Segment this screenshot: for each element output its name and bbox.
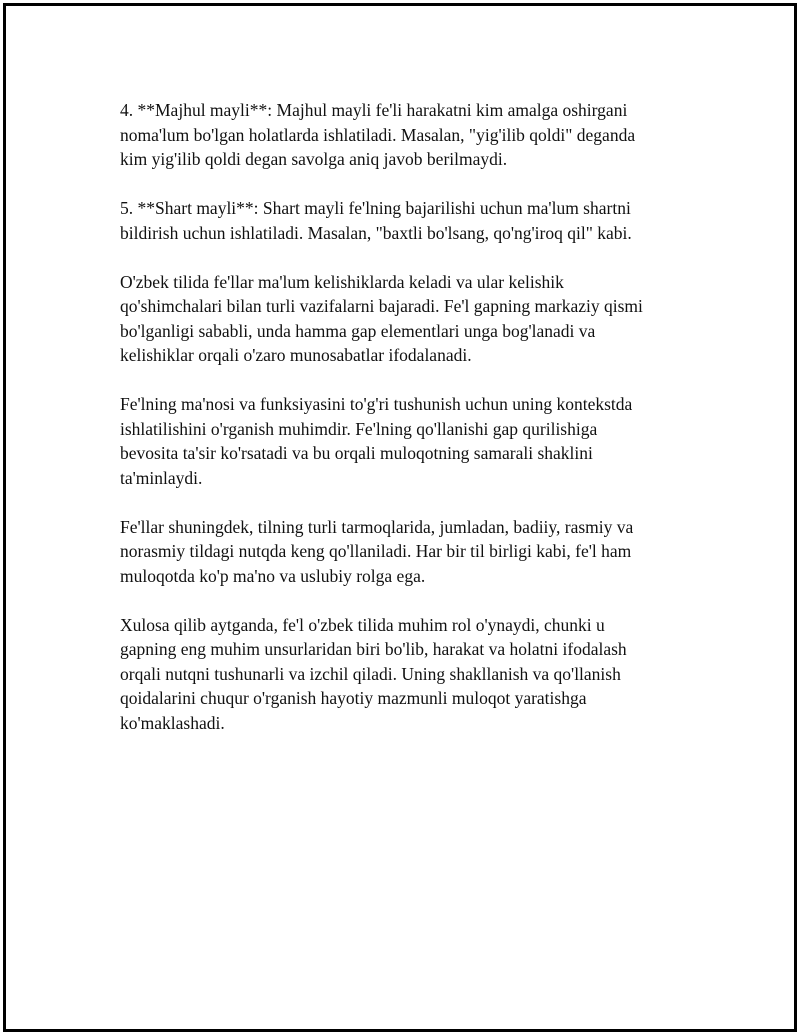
text-line: 5. **Shart mayli**: Shart mayli fe'lning bajarilishi uchun ma'lum shartni [120, 198, 631, 218]
text-line: ishlatilishini o'rganish muhimdir. Fe'lning qo'llanishi gap qurilishiga [120, 418, 598, 439]
text-line: Fe'llar shuningdek, tilning turli tarmoqlarida, jumladan, badiiy, rasmiy va [120, 516, 634, 537]
paragraph-manosi-funksiyasi [120, 392, 690, 490]
paragraph-shart-mayli [120, 196, 690, 245]
paragraph-kelishiklar [120, 270, 690, 368]
text-line: qo'shimchalari bilan turli vazifalarni bajaradi. Fe'l gapning markaziy qismi [120, 296, 643, 316]
text-line: Fe'lning ma'nosi va funksiyasini to'g'ri tushunish uchun uning kontekstda [120, 394, 633, 414]
text-line: bevosita ta'sir ko'rsatadi va bu orqali muloqotning samarali shaklini [120, 443, 593, 463]
text-line: O'zbek tilida fe'llar ma'lum kelishiklarda keladi va ular kelishik [120, 271, 564, 292]
text-line: 4. **Majhul mayli**: Majhul mayli fe'li harakatni kim amalga oshirgani [120, 100, 628, 120]
text-line: norasmiy tildagi nutqda keng qo'llaniladi. Har bir til birligi kabi, fe'l ham [120, 541, 632, 561]
document-body [120, 98, 690, 760]
text-line: Xulosa qilib aytganda, fe'l o'zbek tilida muhim rol o'ynaydi, chunki u [120, 614, 605, 635]
text-line: qoidalarini chuqur o'rganish hayotiy mazmunli muloqot yaratishga [120, 688, 587, 708]
text-line: kelishiklar orqali o'zaro munosabatlar ifodalanadi. [120, 345, 472, 365]
text-line: gapning eng muhim unsurlaridan biri bo'lib, harakat va holatni ifodalash [120, 639, 627, 659]
text-line: ta'minlaydi. [120, 467, 203, 488]
text-line: bildirish uchun ishlatiladi. Masalan, "baxtli bo'lsang, qo'ng'iroq qil" kabi. [120, 222, 632, 243]
paragraph-xulosa [120, 613, 690, 736]
text-line: kim yig'ilib qoldi degan savolga aniq javob berilmaydi. [120, 149, 508, 169]
text-line: muloqotda ko'p ma'no va uslubiy rolga ega. [120, 565, 426, 586]
paragraph-majhul-mayli [120, 98, 690, 172]
text-line: ko'maklashadi. [120, 712, 225, 733]
text-line: noma'lum bo'lgan holatlarda ishlatiladi. Masalan, "yig'ilib qoldi" deganda [120, 124, 636, 145]
paragraph-tarmoqlar [120, 515, 690, 589]
text-line: bo'lganligi sababli, unda hamma gap elementlari unga bog'lanadi va [120, 320, 596, 341]
page-frame [3, 3, 797, 1032]
text-line: orqali nutqni tushunarli va izchil qiladi. Uning shakllanish va qo'llanish [120, 663, 621, 684]
